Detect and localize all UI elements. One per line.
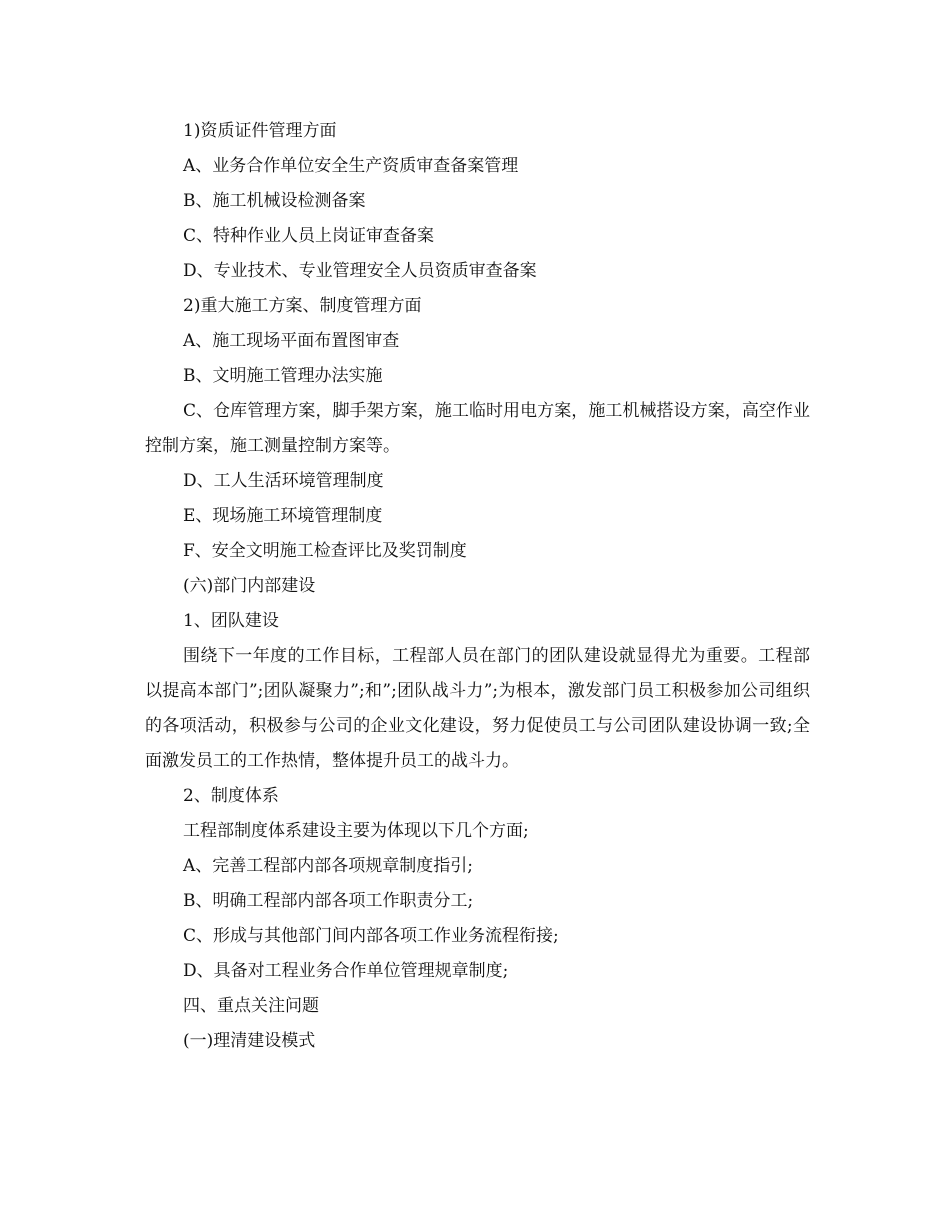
heading-qualification-management: 1)资质证件管理方面 <box>183 121 337 141</box>
document-body <box>145 114 810 1059</box>
list-item-c-workflow: C、形成与其他部门间内部各项工作业务流程衔接; <box>183 926 559 946</box>
list-item-a-partner-safety-qualification: A、业务合作单位安全生产资质审查备案管理 <box>183 156 519 176</box>
heading-system: 2、制度体系 <box>183 786 279 806</box>
heading-major-construction-plans: 2)重大施工方案、制度管理方面 <box>183 296 422 316</box>
list-item-d-safety-personnel-qualification: D、专业技术、专业管理安全人员资质审查备案 <box>183 261 537 281</box>
list-item-d-partner-rules: D、具备对工程业务合作单位管理规章制度; <box>183 961 509 981</box>
list-item-a-improve-rules: A、完善工程部内部各项规章制度指引; <box>183 856 474 876</box>
list-item-e-site-environment: E、现场施工环境管理制度 <box>183 506 383 526</box>
paragraph-team-building: 围绕下一年度的工作目标，工程部人员在部门的团队建设就显得尤为重要。工程部以提高本部门”;团队凝聚力”;和”;团队战斗力”;为根本，激发部门员工积极参加公司组织的各项活动，积极参与公司的企业文化建设，努力促使员工与公司团队建设协调一致;全面激发员工的工作热情，整体提升员工的战斗力。 <box>145 646 810 771</box>
heading-construction-model: (一)理清建设模式 <box>183 1031 316 1051</box>
list-item-b-machinery-inspection: B、施工机械设检测备案 <box>183 191 366 211</box>
list-item-c-special-operator-certificates: C、特种作业人员上岗证审查备案 <box>183 226 435 246</box>
heading-internal-department-building: (六)部门内部建设 <box>183 576 316 596</box>
list-item-f-safety-inspection: F、安全文明施工检查评比及奖罚制度 <box>183 541 467 561</box>
heading-key-issues: 四、重点关注问题 <box>183 996 319 1016</box>
list-item-b-responsibilities: B、明确工程部内部各项工作职责分工; <box>183 891 474 911</box>
list-item-d-worker-living-environment: D、工人生活环境管理制度 <box>183 471 384 491</box>
paragraph-system-intro: 工程部制度体系建设主要为体现以下几个方面; <box>183 821 529 841</box>
list-item-b-civilized-construction: B、文明施工管理办法实施 <box>183 366 383 386</box>
paragraph-c-plans: C、仓库管理方案，脚手架方案，施工临时用电方案，施工机械搭设方案，高空作业控制方案，施工测量控制方案等。 <box>145 401 810 456</box>
heading-team-building: 1、团队建设 <box>183 611 279 631</box>
list-item-a-site-layout-review: A、施工现场平面布置图审查 <box>183 331 400 351</box>
